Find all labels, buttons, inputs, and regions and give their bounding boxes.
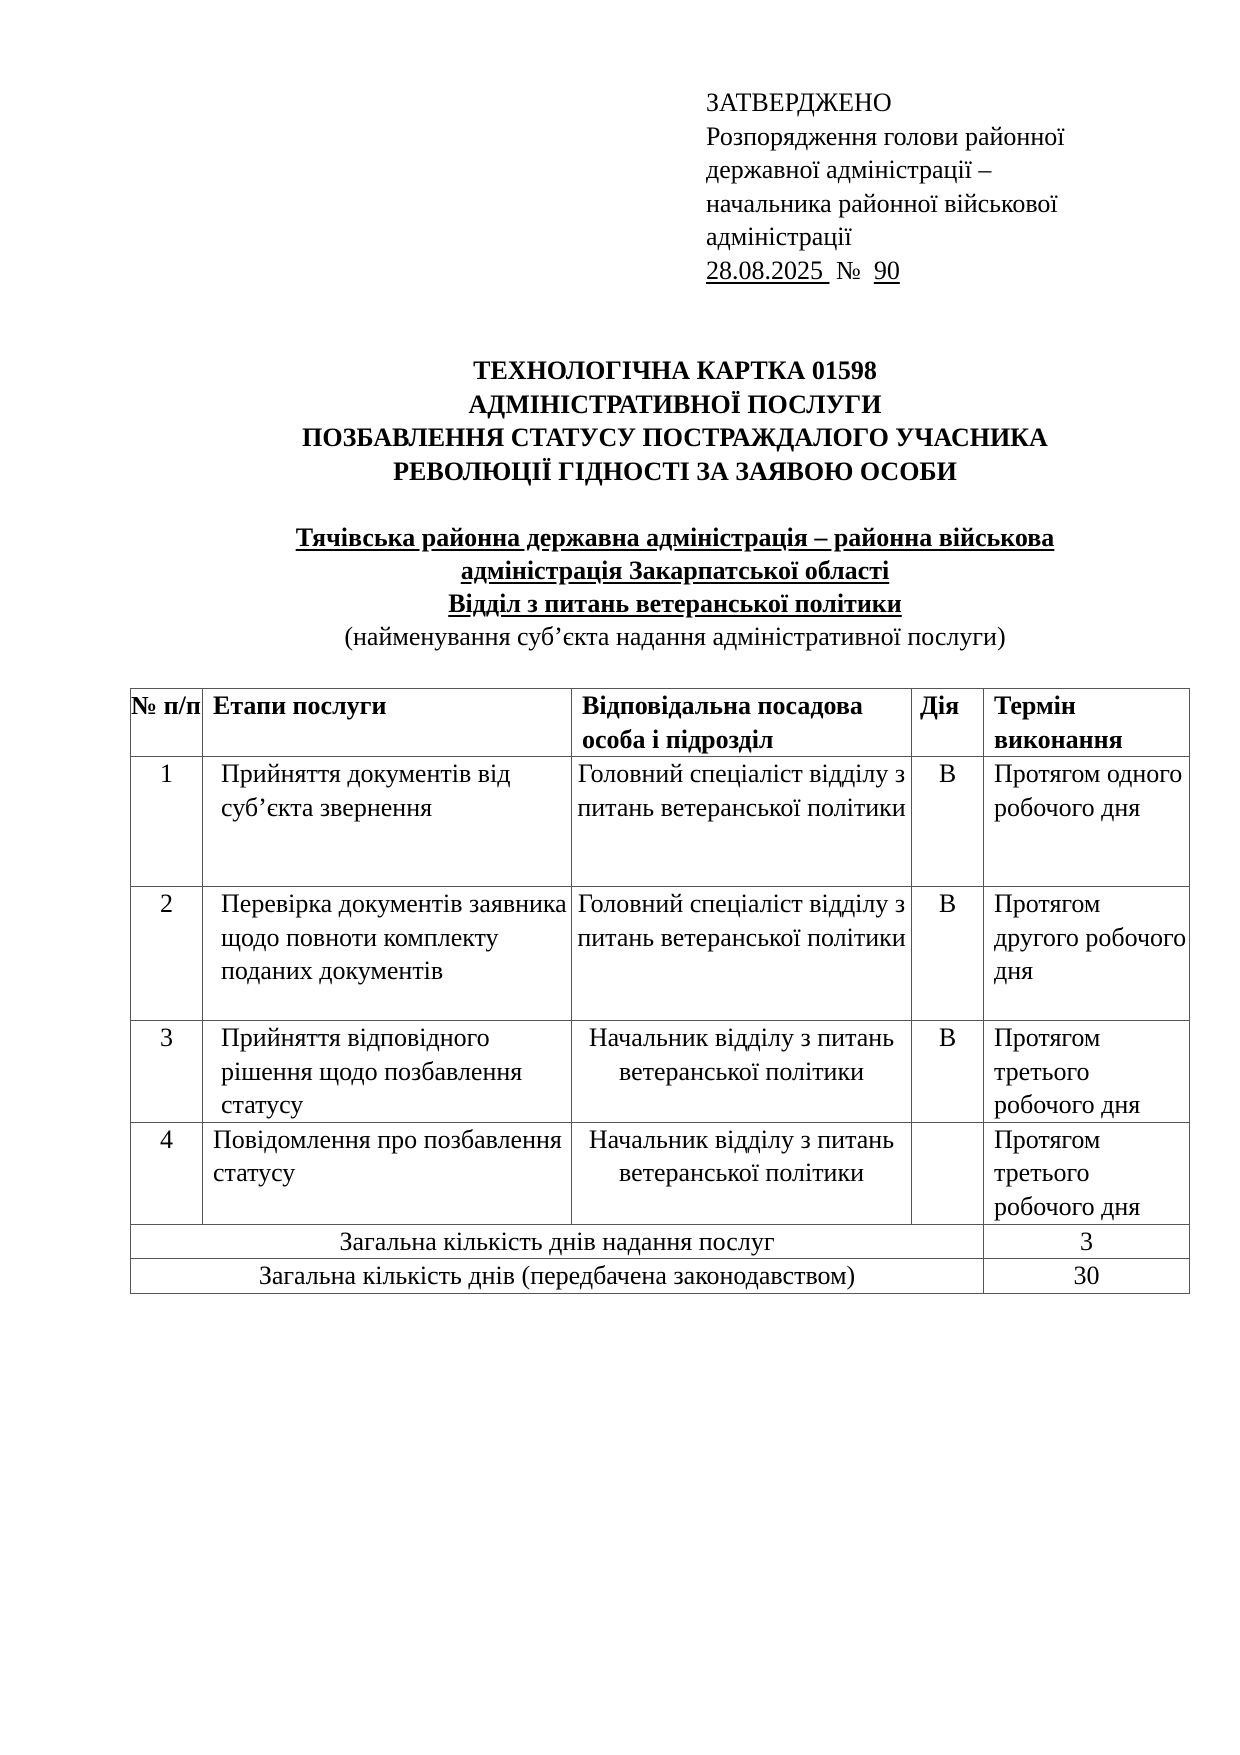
approval-number: 90: [873, 255, 900, 285]
organization-line: Тячівська районна державна адміністрація – районна військова: [295, 523, 1055, 552]
header-action: Дія: [912, 689, 984, 757]
title-line: ПОЗБАВЛЕННЯ СТАТУСУ ПОСТРАЖДАЛОГО УЧАСНИКА: [302, 423, 1048, 452]
row-stage: Перевірка документів заявника щодо повноти комплекту поданих документів: [203, 887, 572, 1021]
title-line: АДМІНІСТРАТИВНОЇ ПОСЛУГИ: [468, 389, 882, 419]
row-num: 3: [131, 1021, 203, 1123]
row-action: В: [912, 887, 984, 1021]
table-row: [131, 757, 1190, 887]
table-row: [131, 1021, 1190, 1123]
organization-line: адміністрація Закарпатської області: [460, 556, 890, 585]
row-term: Протягом третього робочого дня: [984, 1122, 1190, 1224]
table-header-row: [131, 689, 1190, 757]
approval-date-number: [706, 254, 1186, 288]
header-stage: Етапи послуги: [203, 689, 572, 757]
row-action: [912, 1122, 984, 1224]
row-term: Протягом третього робочого дня: [984, 1021, 1190, 1123]
approval-heading: ЗАТВЕРДЖЕНО: [706, 88, 892, 117]
row-num: 2: [131, 887, 203, 1021]
row-action: В: [912, 757, 984, 887]
row-responsible: Головний спеціаліст відділу з питань ветеранської політики: [572, 757, 912, 887]
table-row: [131, 1122, 1190, 1224]
total-row: [131, 1259, 1190, 1294]
row-stage: Повідомлення про позбавлення статусу: [203, 1122, 572, 1224]
approval-line: Розпорядження голови районної: [706, 121, 1065, 151]
row-term: Протягом другого робочого дня: [984, 887, 1190, 1021]
approval-date: 28.08.2025: [706, 255, 823, 285]
organization-block: [0, 521, 1240, 653]
row-term: Протягом одного робочого дня: [984, 757, 1190, 887]
approval-number-sign: №: [836, 255, 861, 285]
title-line: РЕВОЛЮЦІЇ ГІДНОСТІ ЗА ЗАЯВОЮ ОСОБИ: [393, 456, 957, 486]
row-responsible: Начальник відділу з питань ветеранської політики: [572, 1122, 912, 1224]
row-stage: Прийняття відповідного рішення щодо позбавлення статусу: [203, 1021, 572, 1123]
row-stage: Прийняття документів від суб’єкта звернення: [203, 757, 572, 887]
row-responsible: Начальник відділу з питань ветеранської політики: [572, 1021, 912, 1123]
approval-line: адміністрації: [706, 222, 852, 251]
header-term: Термін виконання: [984, 689, 1190, 757]
total-label: Загальна кількість днів (передбачена законодавством): [131, 1259, 984, 1294]
header-responsible: Відповідальна посадова особа і підрозділ: [572, 689, 912, 757]
total-value: 3: [984, 1224, 1190, 1259]
row-action: В: [912, 1021, 984, 1123]
row-num: 4: [131, 1122, 203, 1224]
approval-block: [706, 86, 1186, 287]
approval-line: начальника районної військової: [706, 188, 1058, 218]
organization-note: (найменування суб’єкта надання адміністративної послуги): [344, 622, 1006, 651]
approval-line: державної адміністрації –: [706, 155, 992, 184]
header-num: № п/п: [131, 689, 203, 757]
total-label: Загальна кількість днів надання послуг: [131, 1224, 984, 1259]
document-title: [0, 354, 1240, 488]
total-row: [131, 1224, 1190, 1259]
row-responsible: Головний спеціаліст відділу з питань ветеранської політики: [572, 887, 912, 1021]
title-line: ТЕХНОЛОГІЧНА КАРТКА 01598: [473, 356, 877, 385]
table-row: [131, 887, 1190, 1021]
row-num: 1: [131, 757, 203, 887]
total-value: 30: [984, 1259, 1190, 1294]
stages-table: [130, 688, 1190, 1294]
department-name: Відділ з питань ветеранської політики: [448, 589, 902, 618]
